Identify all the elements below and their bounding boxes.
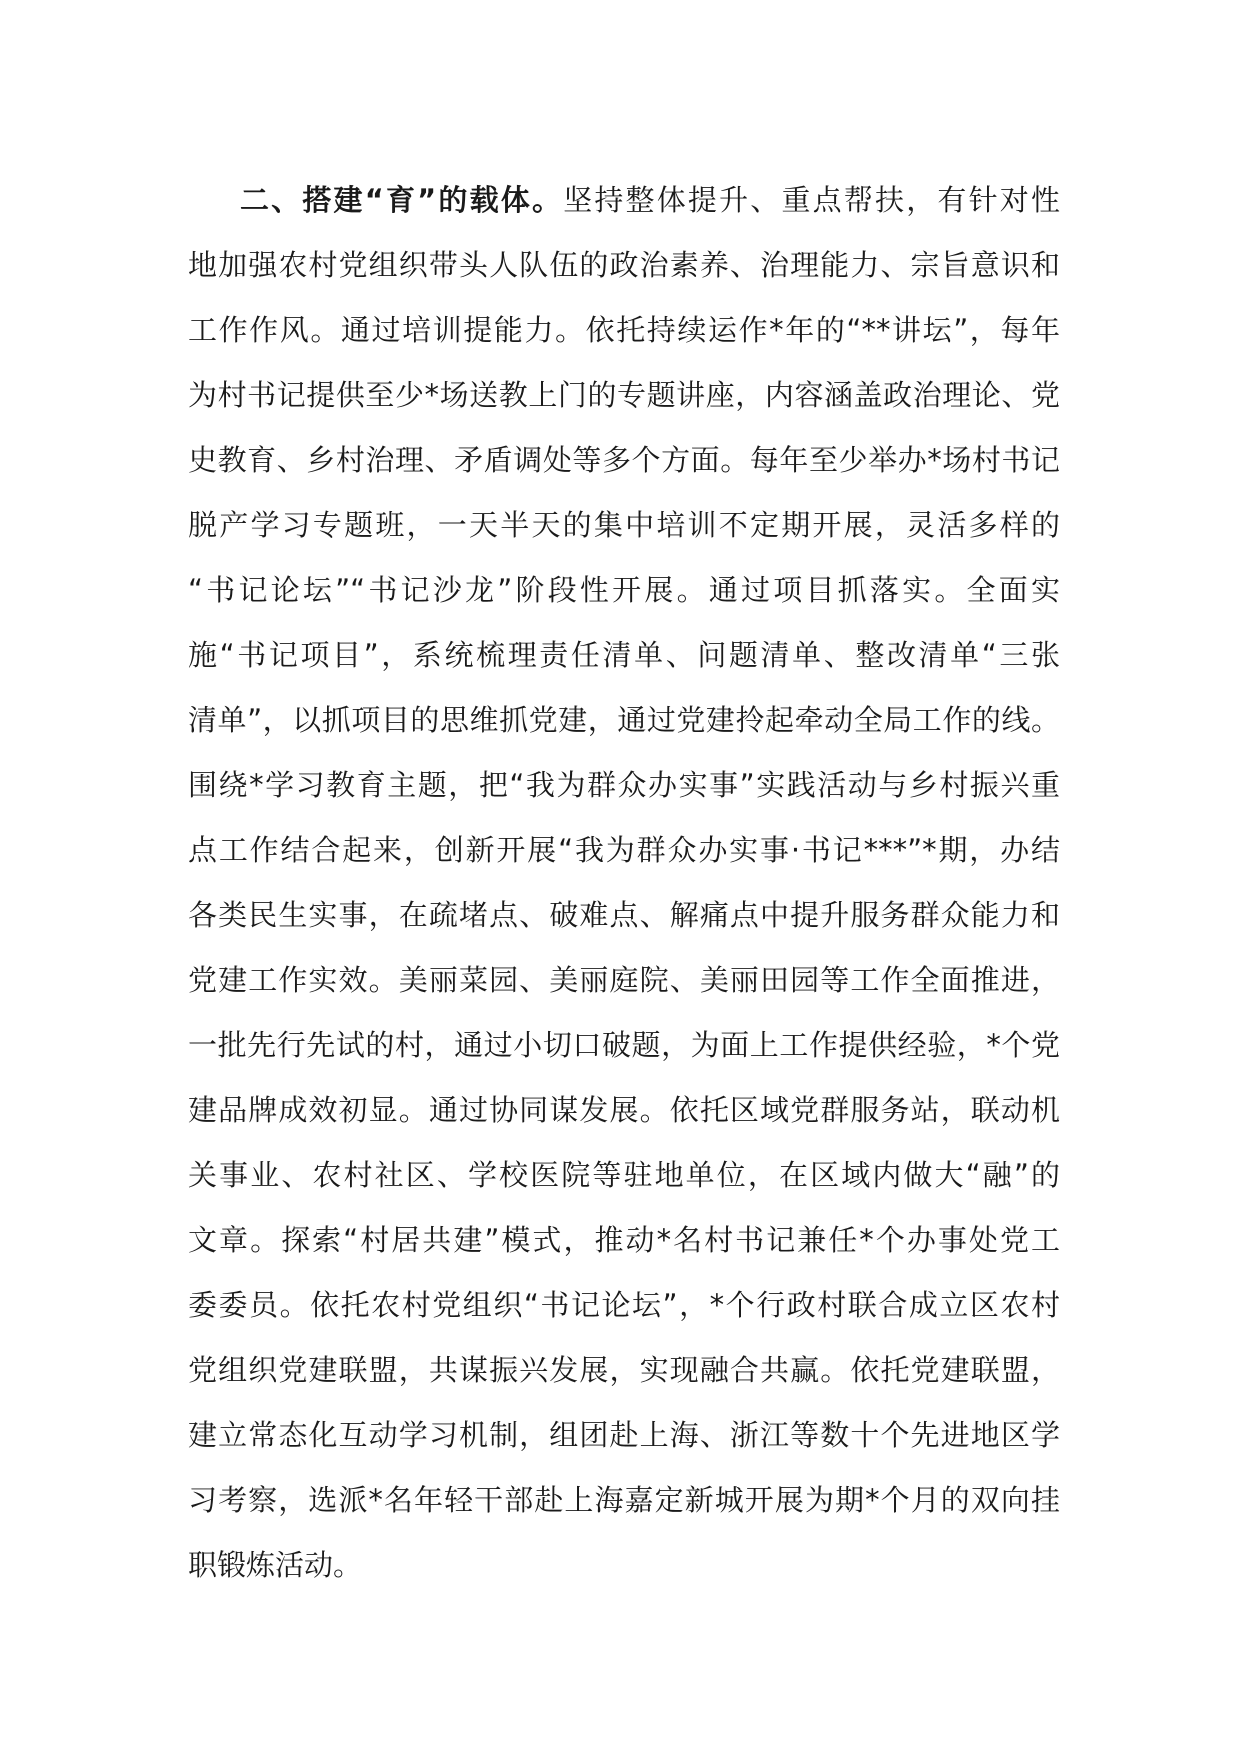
paragraph-line-13: 党建工作实效。美丽菜园、美丽庭院、美丽田园等工作全面推进， [188, 963, 1060, 997]
body-paragraph [188, 168, 1060, 1598]
paragraph-line-18: 委委员。依托农村党组织“书记论坛”，*个行政村联合成立区农村 [188, 1288, 1060, 1322]
paragraph-line-22: 职锻炼活动。 [188, 1548, 363, 1582]
heading-line-text: 坚持整体提升、重点帮扶，有针对性 [563, 183, 1060, 217]
paragraph-line-17: 文章。探索“村居共建”模式，推动*名村书记兼任*个办事处党工 [188, 1223, 1060, 1257]
paragraph-line-8: 施“书记项目”，系统梳理责任清单、问题清单、整改清单“三张 [188, 638, 1060, 672]
paragraph-line-6: 脱产学习专题班，一天半天的集中培训不定期开展，灵活多样的 [188, 508, 1060, 542]
paragraph-line-5: 史教育、乡村治理、矛盾调处等多个方面。每年至少举办*场村书记 [188, 443, 1060, 477]
paragraph-line-2: 地加强农村党组织带头人队伍的政治素养、治理能力、宗旨意识和 [188, 248, 1060, 282]
paragraph-line-14: 一批先行先试的村，通过小切口破题，为面上工作提供经验，*个党 [188, 1028, 1060, 1062]
paragraph-line-21: 习考察，选派*名年轻干部赴上海嘉定新城开展为期*个月的双向挂 [188, 1483, 1060, 1517]
paragraph-line-10: 围绕*学习教育主题，把“我为群众办实事”实践活动与乡村振兴重 [188, 768, 1060, 802]
paragraph-line-3: 工作作风。通过培训提能力。依托持续运作*年的“**讲坛”，每年 [188, 313, 1060, 347]
paragraph-line-15: 建品牌成效初显。通过协同谋发展。依托区域党群服务站，联动机 [188, 1093, 1060, 1127]
paragraph-line-4: 为村书记提供至少*场送教上门的专题讲座，内容涵盖政治理论、党 [188, 378, 1060, 412]
paragraph-line-19: 党组织党建联盟，共谋振兴发展，实现融合共赢。依托党建联盟， [188, 1353, 1060, 1387]
paragraph-line-7: “书记论坛”“书记沙龙”阶段性开展。通过项目抓落实。全面实 [188, 573, 1060, 607]
paragraph-lines [188, 233, 1060, 1598]
paragraph-line-20: 建立常态化互动学习机制，组团赴上海、浙江等数十个先进地区学 [188, 1418, 1060, 1452]
paragraph-line-1 [188, 168, 1060, 233]
paragraph-line-9: 清单”，以抓项目的思维抓党建，通过党建拎起牵动全局工作的线。 [188, 703, 1060, 737]
paragraph-line-12: 各类民生实事，在疏堵点、破难点、解痛点中提升服务群众能力和 [188, 898, 1060, 932]
paragraph-line-16: 关事业、农村社区、学校医院等驻地单位，在区域内做大“融”的 [188, 1158, 1060, 1192]
paragraph-line-11: 点工作结合起来，创新开展“我为群众办实事·书记***”*期，办结 [188, 833, 1060, 867]
section-heading: 二、搭建“育”的载体。 [240, 183, 564, 217]
